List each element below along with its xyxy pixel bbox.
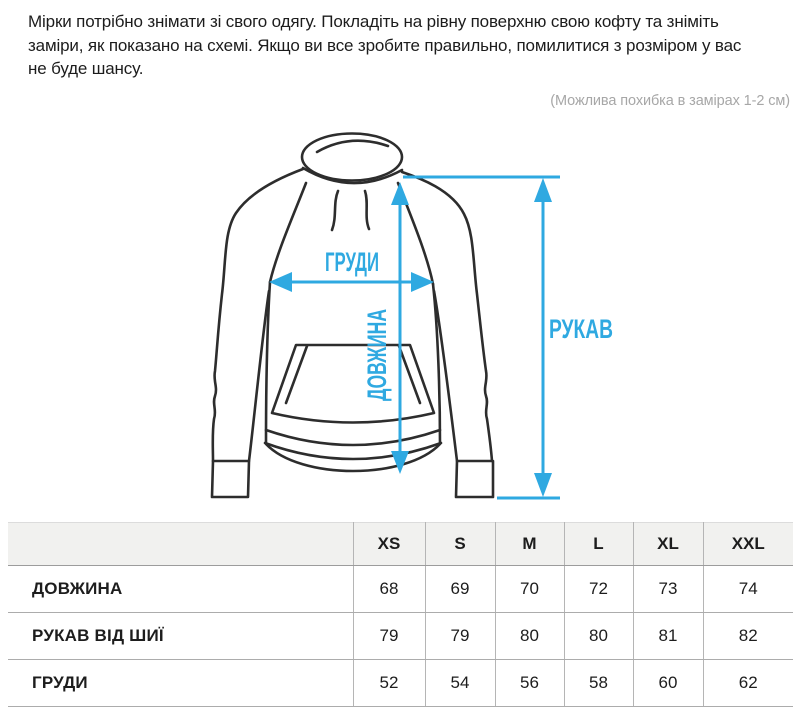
chest-label: ГРУДИ — [325, 247, 379, 277]
table-row — [8, 613, 793, 660]
length-label: ДОВЖИНА — [362, 259, 392, 401]
measurement-value-cell: 62 — [703, 660, 793, 707]
table-row — [8, 566, 793, 613]
measurement-value-cell: 81 — [633, 613, 703, 660]
measurement-value-cell: 73 — [633, 566, 703, 613]
measurement-value-cell: 80 — [495, 613, 564, 660]
size-table-body — [8, 566, 793, 707]
measurement-value-cell: 70 — [495, 566, 564, 613]
sleeve-label: РУКАВ — [549, 314, 613, 344]
measurement-value-cell: 58 — [564, 660, 633, 707]
size-column-header: XL — [633, 523, 703, 566]
drawstring-left — [332, 191, 338, 230]
measurement-row-label: РУКАВ ВІД ШИЇ — [8, 613, 353, 660]
measurement-value-cell: 72 — [564, 566, 633, 613]
intro-line: заміри, як показано на схемі. Якщо ви все зробите правильно, помилитися з розміром у вас — [28, 35, 742, 55]
measurement-value-cell: 52 — [353, 660, 425, 707]
size-table-header-row — [8, 523, 793, 566]
size-column-header: M — [495, 523, 564, 566]
length-arrow — [391, 182, 409, 474]
measurement-value-cell: 82 — [703, 613, 793, 660]
right-cuff — [456, 461, 493, 497]
intro-line: Мірки потрібно знімати зі свого одягу. Покладіть на рівну поверхню свою кофту та зніміть — [28, 12, 719, 31]
corner-cell — [8, 523, 353, 566]
measurement-value-cell: 56 — [495, 660, 564, 707]
hoodie-outline — [212, 134, 493, 498]
measurement-value-cell: 79 — [353, 613, 425, 660]
measurement-value-cell: 60 — [633, 660, 703, 707]
measurement-value-cell: 79 — [425, 613, 495, 660]
size-column-header: L — [564, 523, 633, 566]
measurement-row-label: ГРУДИ — [8, 660, 353, 707]
measurement-value-cell: 74 — [703, 566, 793, 613]
measurement-value-cell: 69 — [425, 566, 495, 613]
table-row — [8, 660, 793, 707]
size-column-header: S — [425, 523, 495, 566]
size-column-header: XXL — [703, 523, 793, 566]
drawstring-right — [365, 191, 369, 229]
measurement-value-cell: 54 — [425, 660, 495, 707]
size-column-header: XS — [353, 523, 425, 566]
intro-line: не буде шансу. — [28, 59, 144, 78]
tolerance-note: (Можлива похибка в замірах 1-2 см) — [550, 93, 790, 109]
measurement-value-cell: 68 — [353, 566, 425, 613]
left-cuff — [212, 461, 249, 497]
size-table — [8, 522, 793, 707]
measurement-value-cell: 80 — [564, 613, 633, 660]
kangaroo-pocket — [272, 345, 434, 423]
measurement-row-label: ДОВЖИНА — [8, 566, 353, 613]
